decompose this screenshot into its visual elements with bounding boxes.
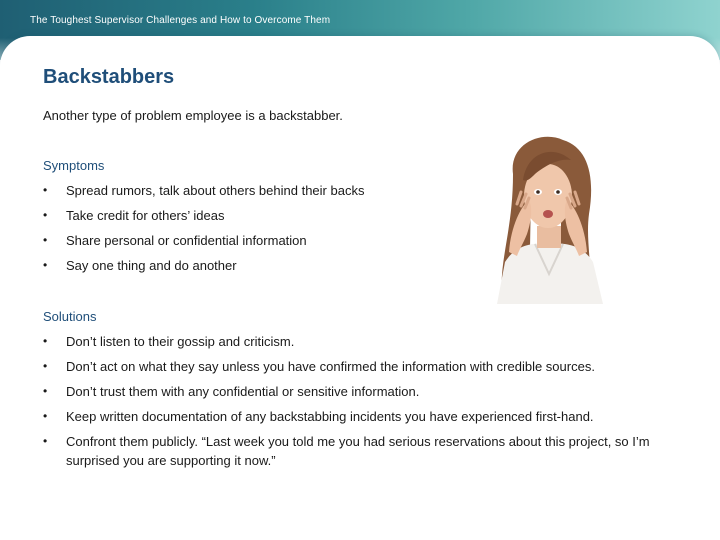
bullet-icon: • <box>43 384 48 398</box>
list-item: • Share personal or confidential information <box>43 233 307 248</box>
solutions-list <box>43 332 683 470</box>
slide-title: Backstabbers <box>43 66 175 88</box>
bullet-icon: • <box>43 258 48 272</box>
bullet-icon: • <box>43 208 48 222</box>
bullet-icon: • <box>43 359 48 373</box>
bullet-icon: • <box>43 334 48 348</box>
list-item: • Confront them publicly. “Last week you told me you had serious reservations about this project, so I’m surprised you are supporting it now.” <box>43 434 650 468</box>
bullet-icon: • <box>43 409 48 423</box>
presentation-title: The Toughest Supervisor Challenges and How to Overcome Them <box>30 15 331 26</box>
list-item: • Say one thing and do another <box>43 258 237 273</box>
list-item: • Don’t listen to their gossip and criticism. <box>43 334 295 349</box>
symptoms-list <box>43 181 483 275</box>
list-item: • Don’t act on what they say unless you have confirmed the information with credible sources. <box>43 359 595 374</box>
bullet-icon: • <box>43 233 48 247</box>
symptoms-heading: Symptoms <box>43 158 105 173</box>
bullet-icon: • <box>43 183 48 197</box>
list-item: • Don’t trust them with any confidential or sensitive information. <box>43 384 420 399</box>
list-item: • Keep written documentation of any backstabbing incidents you have experienced first-hand. <box>43 409 594 424</box>
list-item: • Take credit for others’ ideas <box>43 208 225 223</box>
intro-text: Another type of problem employee is a backstabber. <box>43 108 343 123</box>
bullet-icon: • <box>43 434 48 448</box>
list-item: • Spread rumors, talk about others behind their backs <box>43 183 365 198</box>
solutions-heading: Solutions <box>43 309 97 324</box>
surprised-woman-photo <box>491 134 607 304</box>
